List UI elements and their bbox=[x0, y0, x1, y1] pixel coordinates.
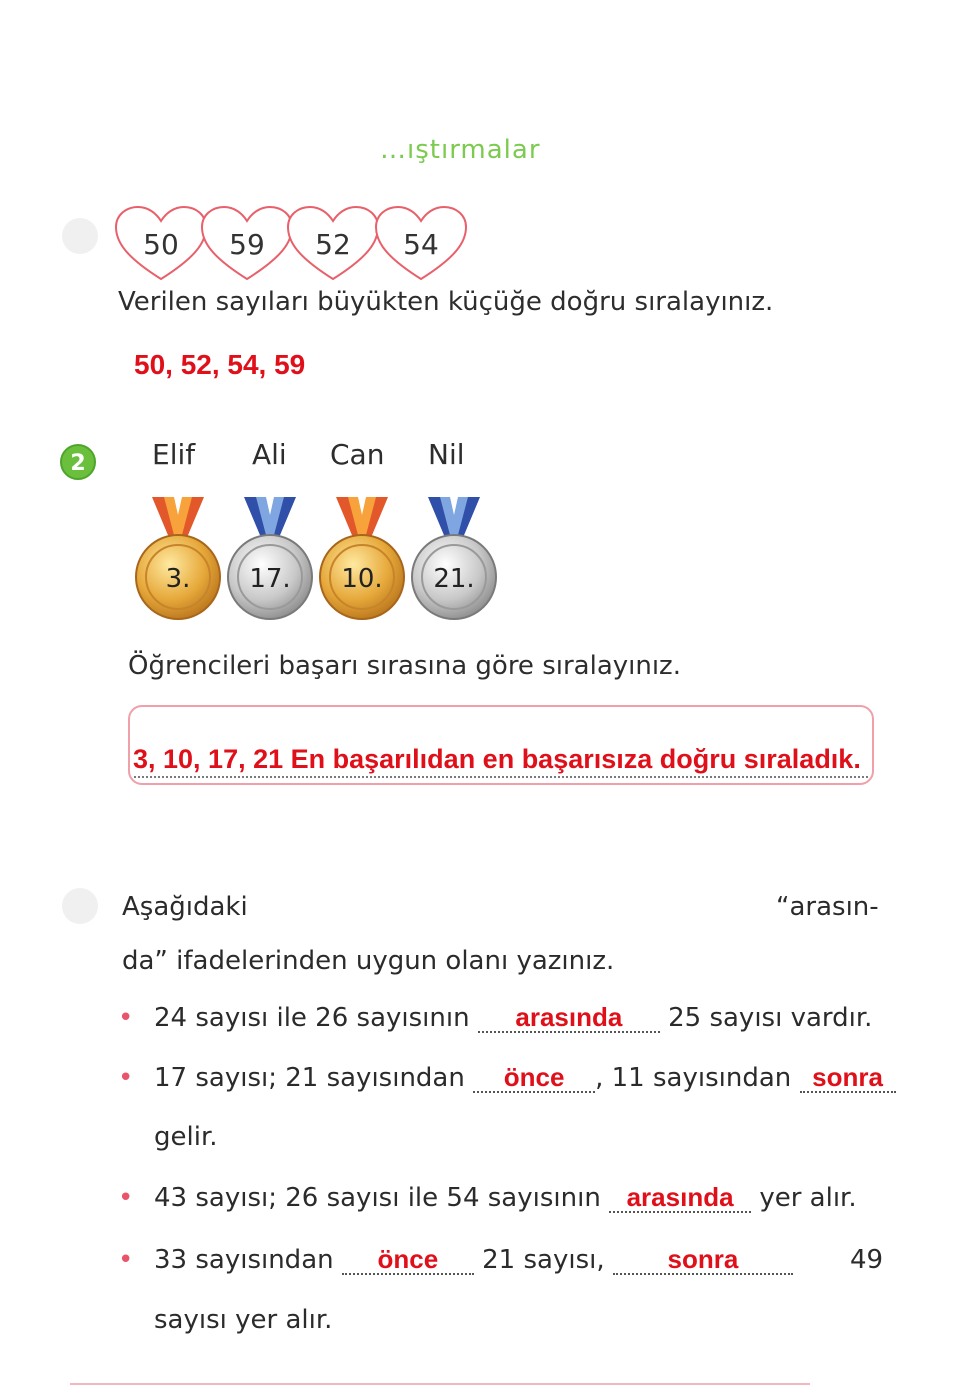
bullet-1-end: 25 sayısı vardır. bbox=[668, 1003, 873, 1033]
heart-value-3: 52 bbox=[315, 228, 351, 261]
bullet-4-dot: • bbox=[118, 1245, 134, 1275]
student-name-elif: Elif bbox=[152, 438, 196, 471]
question-2-number: 2 bbox=[60, 444, 96, 480]
bullet-4-answer-1: önce bbox=[342, 1245, 474, 1275]
medal-label-3: 10. bbox=[341, 564, 383, 594]
bullet-2-start: 17 sayısı; 21 sayısından bbox=[154, 1063, 465, 1093]
student-name-can: Can bbox=[330, 438, 385, 471]
medal-label-1: 3. bbox=[165, 564, 191, 594]
bullet-4-answer-2: sonra bbox=[613, 1245, 793, 1275]
bullet-3-start: 43 sayısı; 26 sayısı ile 54 sayısının bbox=[154, 1183, 601, 1213]
hearts-row bbox=[112, 205, 482, 285]
bullet-4-mid: 21 sayısı, bbox=[482, 1245, 605, 1275]
question-2-prompt: Öğrencileri başarı sırasına göre sıralayınız. bbox=[128, 651, 681, 681]
answer-box-dotted-line bbox=[134, 776, 868, 778]
question-3-intro-start: Aşağıdaki bbox=[122, 892, 248, 922]
gold-medal-icon bbox=[320, 497, 404, 619]
heart-value-1: 50 bbox=[143, 228, 179, 261]
silver-medal-icon bbox=[412, 497, 496, 619]
bullet-2-mid: , 11 sayısından bbox=[595, 1063, 792, 1093]
question-1-marker bbox=[62, 218, 98, 254]
bullet-4-start: 33 sayısından bbox=[154, 1245, 334, 1275]
bullet-1-start: 24 sayısı ile 26 sayısının bbox=[154, 1003, 470, 1033]
question-3-marker bbox=[62, 888, 98, 924]
question-2-answer: 3, 10, 17, 21 En başarılıdan en başarısıza doğru sıraladık. bbox=[133, 744, 861, 774]
bullet-4-text bbox=[154, 1245, 793, 1275]
bullet-4-end: 49 bbox=[850, 1245, 884, 1275]
bullet-1-dot: • bbox=[118, 1003, 134, 1033]
bullet-3-answer: arasında bbox=[609, 1183, 751, 1213]
heart-shape-2 bbox=[202, 207, 292, 279]
bullet-3-text bbox=[154, 1183, 857, 1213]
student-name-nil: Nil bbox=[428, 438, 465, 471]
question-3-intro-line2: da” ifadelerinden uygun olanı yazınız. bbox=[122, 946, 615, 976]
medals-row bbox=[130, 495, 510, 625]
question-3-intro-end: “arasın- bbox=[776, 892, 879, 922]
footer-divider bbox=[70, 1383, 810, 1385]
heart-shape-1 bbox=[116, 207, 206, 279]
heart-shape-3 bbox=[288, 207, 378, 279]
medal-label-4: 21. bbox=[433, 564, 475, 594]
heart-shape-4 bbox=[376, 207, 466, 279]
bullet-3-dot: • bbox=[118, 1183, 134, 1213]
bullet-2-answer-1: önce bbox=[473, 1063, 595, 1093]
bullet-2-continuation: gelir. bbox=[154, 1122, 218, 1152]
bullet-1-answer: arasında bbox=[478, 1003, 660, 1033]
silver-medal-icon bbox=[228, 497, 312, 619]
section-title: …ıştırmalar bbox=[380, 135, 541, 165]
bullet-2-answer-2: sonra bbox=[800, 1063, 896, 1093]
gold-medal-icon bbox=[136, 497, 220, 619]
question-1-prompt: Verilen sayıları büyükten küçüğe doğru sıralayınız. bbox=[118, 287, 774, 317]
bullet-2-dot: • bbox=[118, 1063, 134, 1093]
heart-value-2: 59 bbox=[229, 228, 265, 261]
bullet-3-end: yer alır. bbox=[759, 1183, 857, 1213]
student-name-ali: Ali bbox=[252, 438, 287, 471]
bullet-2-text bbox=[154, 1063, 896, 1093]
heart-value-4: 54 bbox=[403, 228, 439, 261]
bullet-1-text bbox=[154, 1003, 872, 1033]
bullet-4-continuation: sayısı yer alır. bbox=[154, 1305, 333, 1335]
question-1-answer: 50, 52, 54, 59 bbox=[134, 349, 306, 380]
medal-label-2: 17. bbox=[249, 564, 291, 594]
